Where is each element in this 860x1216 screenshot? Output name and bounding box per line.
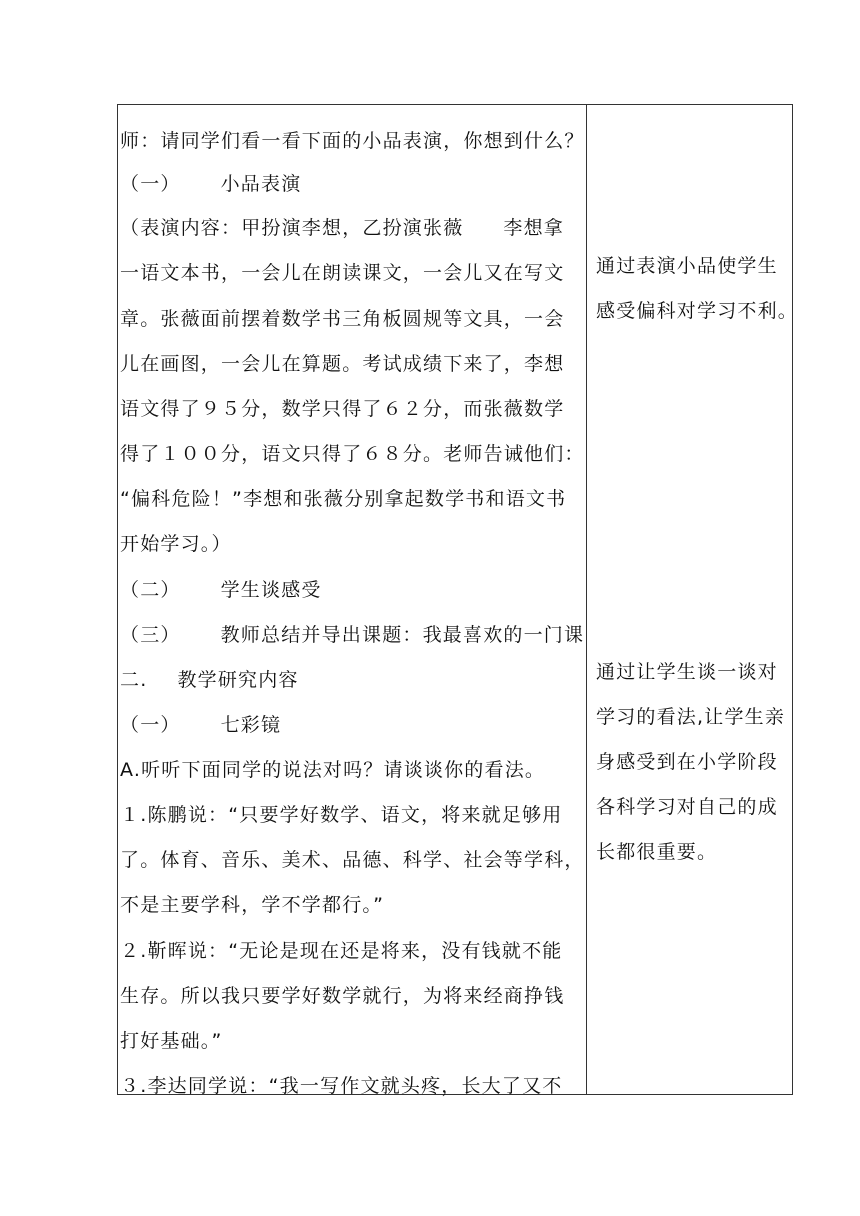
item-line-5: 生存。所以我只要学好数学就行，为将来经商挣钱 xyxy=(120,985,565,1007)
section1-heading xyxy=(120,173,301,195)
note2-line-1: 通过让学生谈一谈对 xyxy=(596,661,778,683)
skit-line-8: 开始学习。） xyxy=(120,533,232,555)
section1-num: （一） xyxy=(120,173,181,195)
skit-line-4: 儿在画图，一会儿在算题。考试成绩下来了，李想 xyxy=(120,353,565,375)
item-line-6: 打好基础。” xyxy=(120,1030,223,1052)
section2-heading: （二） 学生谈感受 xyxy=(120,579,322,601)
note2-line-2: 学习的看法,让学生亲 xyxy=(596,706,786,728)
item-line-3: 不是主要学科，学不学都行。” xyxy=(120,894,385,916)
item-line-7: ３.李达同学说：“我一写作文就头疼，长大了又不 xyxy=(120,1075,563,1097)
skit-line-1: （表演内容：甲扮演李想，乙扮演张薇 李想拿 xyxy=(120,217,565,239)
section3-heading: （三） 教师总结并导出课题：我最喜欢的一门课 xyxy=(120,624,585,646)
note2-line-3: 身感受到在小学阶段 xyxy=(596,751,778,773)
skit-line-3: 章。张薇面前摆着数学书三角板圆规等文具，一会 xyxy=(120,308,565,330)
note2-line-5: 长都很重要。 xyxy=(596,841,718,863)
section1-title: 小品表演 xyxy=(220,173,302,195)
item-line-1: １.陈鹏说：“只要学好数学、语文，将来就足够用 xyxy=(120,804,563,826)
part2-heading: 二. 教学研究内容 xyxy=(120,669,299,691)
skit-line-7: “偏科危险！”李想和张薇分别拿起数学书和语文书 xyxy=(120,488,567,510)
column-divider xyxy=(586,105,587,1094)
skit-line-2: 一语文本书，一会儿在朗读课文，一会儿又在写文 xyxy=(120,262,565,284)
item-line-2: 了。体育、音乐、美术、品德、科学、社会等学科， xyxy=(120,849,585,871)
question-line: A.听听下面同学的说法对吗？请谈谈你的看法。 xyxy=(120,759,546,781)
lesson-plan-table xyxy=(117,104,799,1097)
intro-line: 师：请同学们看一看下面的小品表演，你想到什么？ xyxy=(120,130,585,152)
note1-line-2: 感受偏科对学习不利。 xyxy=(596,300,799,322)
note2-line-4: 各科学习对自己的成 xyxy=(596,796,778,818)
sub1-heading: （一） 七彩镜 xyxy=(120,714,282,736)
note1-line-1: 通过表演小品使学生 xyxy=(596,255,778,277)
skit-line-6: 得了１００分，语文只得了６８分。老师告诫他们： xyxy=(120,443,585,465)
skit-line-5: 语文得了９５分，数学只得了６２分，而张薇数学 xyxy=(120,398,565,420)
item-line-4: ２.靳晖说：“无论是现在还是将来，没有钱就不能 xyxy=(120,940,563,962)
